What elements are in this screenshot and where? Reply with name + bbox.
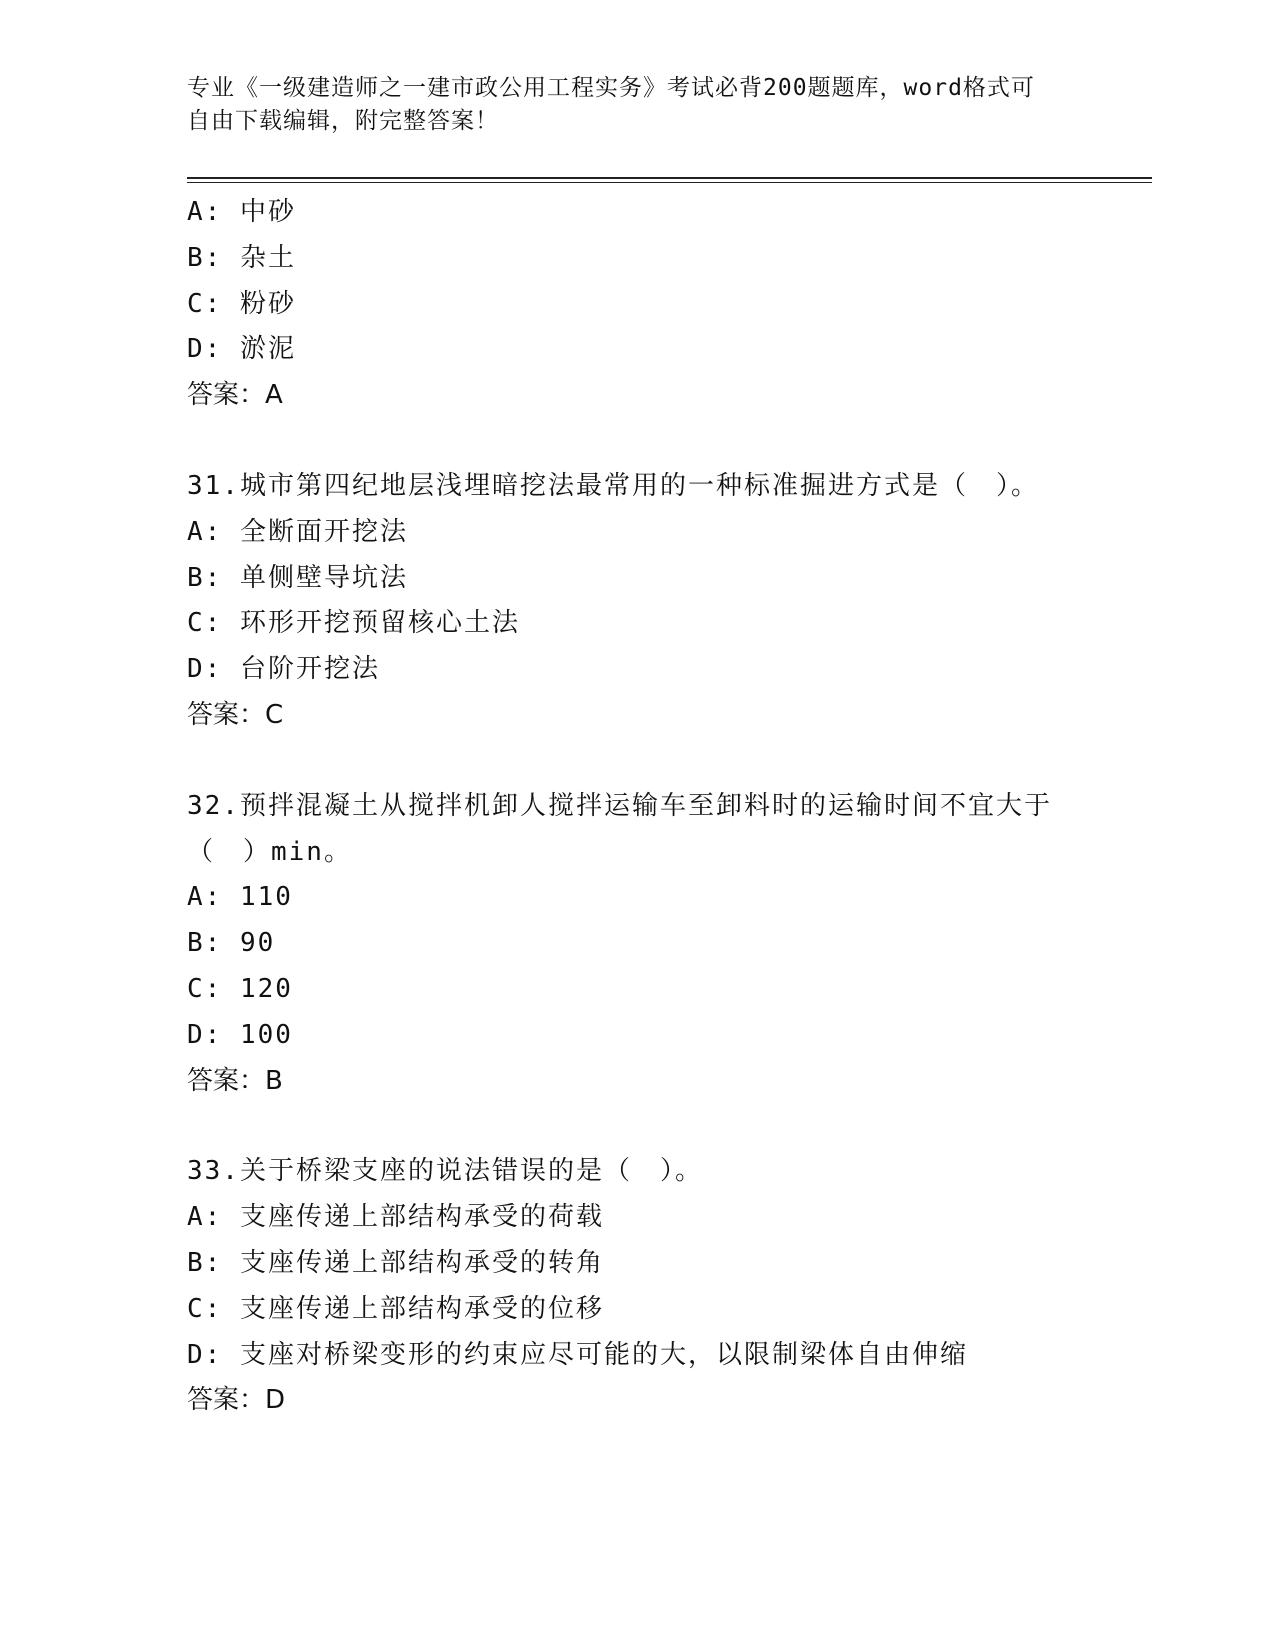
question-block-33: [187, 1149, 1087, 1424]
option-b: B: 单侧壁导坑法: [187, 562, 408, 593]
question-stem: 33.关于桥梁支座的说法错误的是（ ）。: [187, 1156, 703, 1187]
answer-label: 答案：D: [187, 1385, 286, 1416]
option-d: D: 淤泥: [187, 334, 296, 365]
option-d: D: 100: [187, 1019, 293, 1050]
question-block-31: [187, 464, 1087, 739]
question-stem: 31.城市第四纪地层浅埋暗挖法最常用的一种标准掘进方式是（ ）。: [187, 470, 1039, 501]
header-line-2: 自由下载编辑，附完整答案！: [187, 108, 499, 134]
spacer: [187, 419, 1087, 464]
option-a: A: 支座传递上部结构承受的荷载: [187, 1202, 604, 1233]
option-c: C: 120: [187, 973, 293, 1004]
question-stem-continued: （ ）min。: [187, 836, 352, 867]
header-rule-thin: [187, 182, 1152, 183]
question-block-32: [187, 784, 1087, 1105]
option-b: B: 支座传递上部结构承受的转角: [187, 1247, 604, 1278]
option-a: A: 中砂: [187, 197, 296, 227]
option-c: C: 环形开挖预留核心土法: [187, 608, 520, 639]
spacer: [187, 739, 1087, 784]
option-a: A: 110: [187, 882, 293, 913]
answer-label: 答案：A: [187, 380, 283, 411]
question-list: [187, 190, 1087, 1424]
option-c: C: 支座传递上部结构承受的位移: [187, 1293, 604, 1324]
header-line-1: 专业《一级建造师之一建市政公用工程实务》考试必背200题题库，word格式可: [187, 75, 1035, 101]
option-a: A: 全断面开挖法: [187, 516, 408, 547]
option-b: B: 90: [187, 928, 276, 959]
option-d: D: 支座对桥梁变形的约束应尽可能的大，以限制梁体自由伸缩: [187, 1339, 968, 1370]
option-d: D: 台阶开挖法: [187, 654, 380, 685]
document-header: [187, 72, 1067, 138]
spacer: [187, 1104, 1087, 1149]
answer-label: 答案：C: [187, 699, 284, 730]
answer-label: 答案：B: [187, 1065, 283, 1096]
question-block-prev: [187, 190, 1087, 419]
option-c: C: 粉砂: [187, 288, 296, 319]
header-rule-thick: [187, 177, 1152, 179]
question-stem: 32.预拌混凝土从搅拌机卸人搅拌运输车至卸料时的运输时间不宜大于: [187, 790, 1052, 821]
option-b: B: 杂土: [187, 242, 296, 273]
